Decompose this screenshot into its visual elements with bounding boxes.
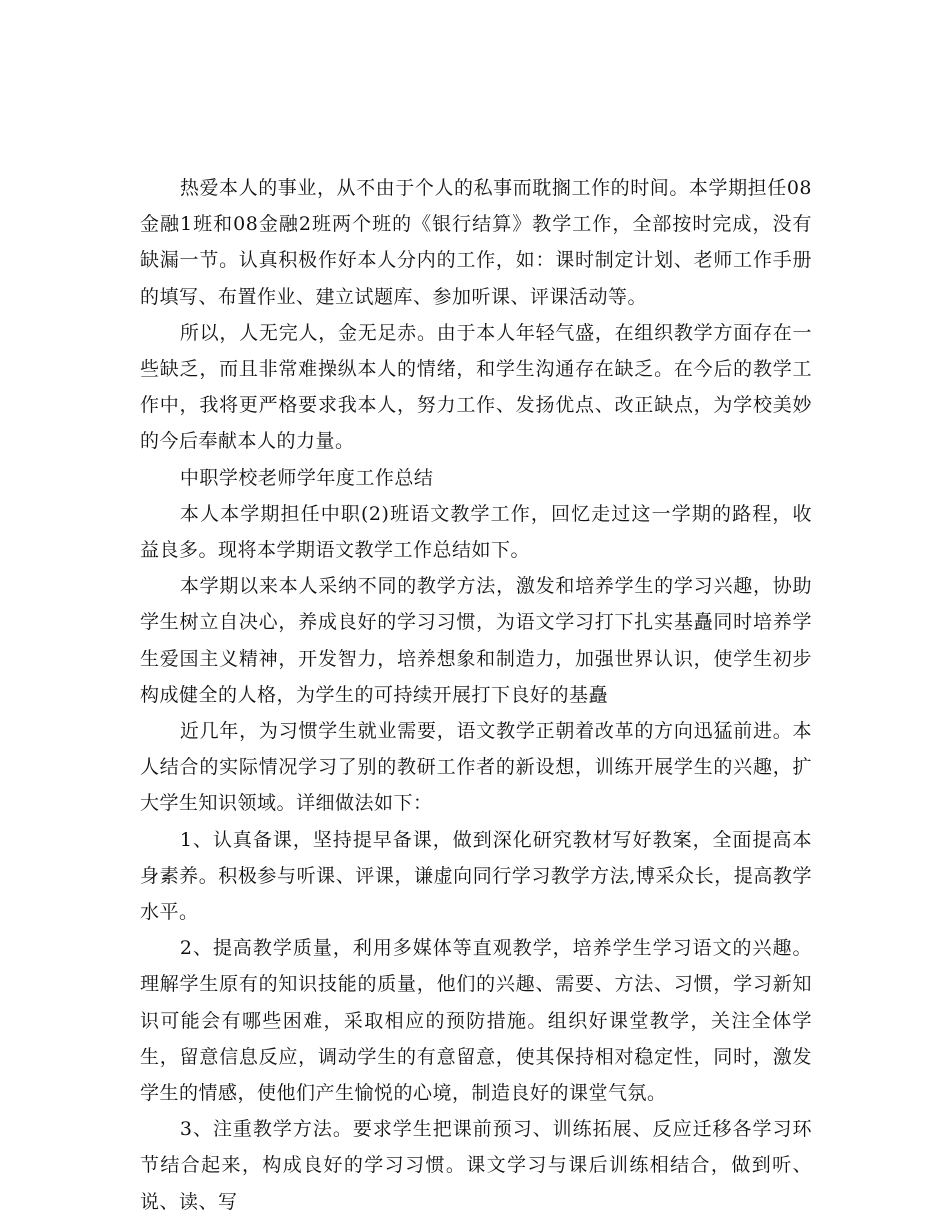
paragraph-intro: 本人本学期担任中职(2)班语文教学工作，回忆走过这一学期的路程，收益良多。现将本学期语文教学工作总结如下。 (140, 502, 812, 562)
paragraph-reform: 近几年，为习惯学生就业需要，语文教学正朝着改革的方向迅猛前进。本人结合的实际情况学习了别的教研工作者的新设想，训练开展学生的兴趣，扩大学生知识领域。详细做法如下： (140, 720, 812, 815)
paragraph-teaching-methods: 本学期以来本人采纳不同的教学方法，激发和培养学生的学习兴趣，协助学生树立自决心，养成良好的学习习惯，为语文学习打下扎实基矗同时培养学生爱国主义精神，开发智力，培养想象和制造力，加强世界认识，使学生初步构成健全的人格，为学生的可持续开展打下良好的基矗 (140, 575, 812, 706)
paragraph-item-3: 3、注重教学方法。要求学生把课前预习、训练拓展、反应迁移各学习环节结合起来，构成良好的学习习惯。课文学习与课后训练相结合，做到听、说、读、写 (140, 1118, 812, 1213)
section-title: 中职学校老师学年度工作总结 (179, 466, 434, 489)
paragraph-self-reflection: 所以，人无完人，金无足赤。由于本人年轻气盛，在组织教学方面存在一些缺乏，而且非常难操纵本人的情绪，和学生沟通存在缺乏。在今后的教学工作中，我将更严格要求我本人，努力工作、发扬优点、改正缺点，为学校美妙的今后奉献本人的力量。 (140, 321, 812, 453)
document-body (140, 170, 812, 1220)
paragraph-item-1: 1、认真备课，坚持提早备课，做到深化研究教材写好教案，全面提高本身素养。积极参与听课、评课，谦虚向同行学习教学方法,博采众长，提高教学水平。 (140, 828, 812, 924)
paragraph-dedication: 热爱本人的事业，从不由于个人的私事而耽搁工作的时间。本学期担任08金融1班和08金融2班两个班的《银行结算》教学工作，全部按时完成，没有缺漏一节。认真积极作好本人分内的工作，如：课时制定计划、老师工作手册的填写、布置作业、建立试题库、参加听课、评课活动等。 (140, 177, 812, 308)
paragraph-item-2: 2、提高教学质量，利用多媒体等直观教学，培养学生学习语文的兴趣。理解学生原有的知识技能的质量，他们的兴趣、需要、方法、习惯，学习新知识可能会有哪些困难，采取相应的预防措施。组织好课堂教学，关注全体学生，留意信息反应，调动学生的有意留意，使其保持相对稳定性，同时，激发学生的情感，使他们产生愉悦的心境，制造良好的课堂气氛。 (140, 937, 812, 1105)
